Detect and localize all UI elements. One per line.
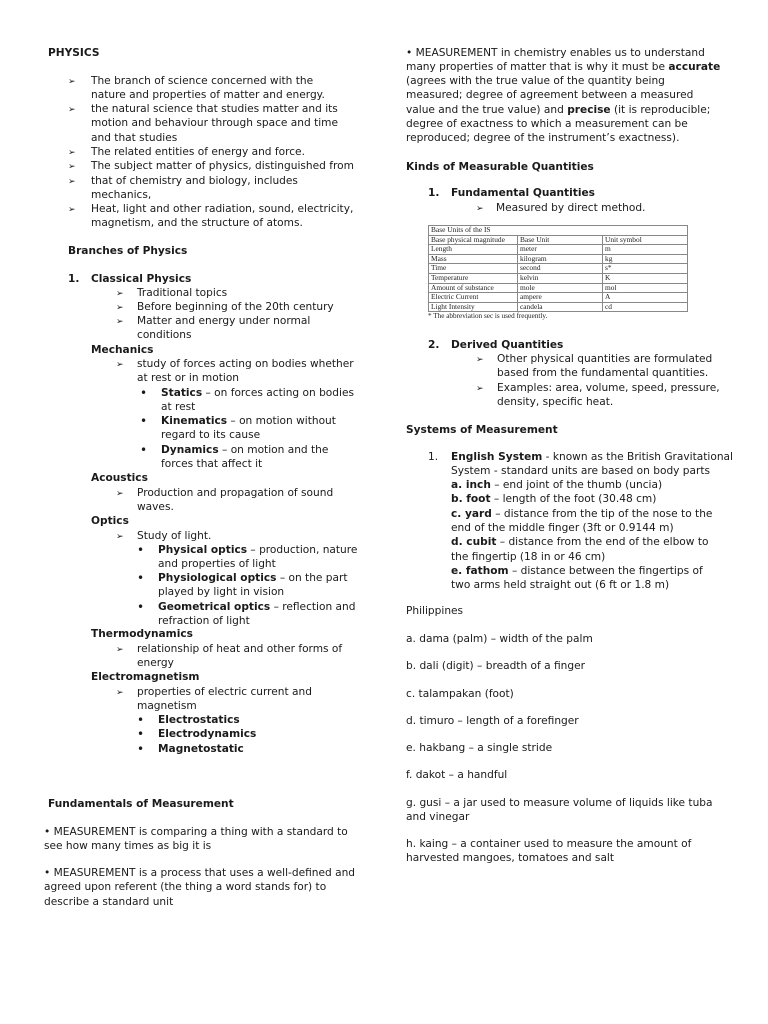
fundamentals-heading: Fundamentals of Measurement bbox=[48, 798, 234, 810]
term: d. cubit bbox=[451, 536, 497, 549]
term: Physiological optics bbox=[158, 572, 277, 584]
classical-number: 1. bbox=[68, 273, 80, 285]
definition-line: Heat, light and other radiation, sound, electricity, bbox=[91, 203, 354, 215]
mechanics-sub-line bbox=[161, 414, 336, 428]
philippines-item: harvested mangoes, tomatoes and salt bbox=[406, 852, 615, 865]
definition-line: that of chemistry and biology, includes bbox=[91, 175, 298, 187]
table-cell: kg bbox=[603, 254, 688, 264]
bullet-dot-icon: • bbox=[137, 742, 145, 756]
intro-line: • MEASUREMENT in chemistry enables us to understand bbox=[406, 47, 705, 59]
term: b. foot bbox=[451, 493, 491, 506]
table-header-cell: Unit symbol bbox=[603, 235, 688, 245]
classical-point-line: Traditional topics bbox=[137, 287, 228, 299]
table-row bbox=[429, 273, 688, 283]
english-unit-line bbox=[451, 535, 708, 549]
intro-line: measured; degree of agreement between a measured bbox=[406, 89, 694, 101]
arrow-bullet-icon: ➢ bbox=[116, 317, 124, 327]
bullet-dot-icon: • bbox=[137, 543, 145, 557]
table-cell: candela bbox=[518, 302, 603, 312]
philippines-item: d. timuro – length of a forefinger bbox=[406, 715, 579, 727]
definition-line: The related entities of energy and force. bbox=[91, 146, 305, 158]
philippines-item: b. dali (digit) – breadth of a finger bbox=[406, 660, 585, 672]
term-description: – distance between the fingertips of bbox=[508, 564, 703, 577]
table-row bbox=[429, 293, 688, 303]
page-title: PHYSICS bbox=[48, 47, 100, 59]
table-cell: kilogram bbox=[518, 254, 603, 264]
term-description: – distance from the tip of the nose to the bbox=[491, 507, 713, 520]
english-unit-line bbox=[451, 564, 703, 578]
bullet-dot-icon: • bbox=[140, 414, 148, 428]
term-description: – end joint of the thumb (uncia) bbox=[490, 479, 663, 491]
acoustics-desc-line: waves. bbox=[137, 501, 174, 514]
mechanics-sub-line bbox=[161, 386, 354, 400]
definition-line: the natural science that studies matter and its bbox=[91, 103, 338, 115]
table-cell: meter bbox=[518, 245, 603, 255]
derived-number: 2. bbox=[428, 339, 440, 351]
arrow-bullet-icon: ➢ bbox=[116, 532, 124, 542]
table-cell: mole bbox=[518, 283, 603, 293]
arrow-bullet-icon: ➢ bbox=[68, 105, 76, 115]
term-description: – reflection and bbox=[270, 601, 356, 613]
intro-text: many properties of matter that is why it must be bbox=[406, 61, 669, 73]
intro-line bbox=[406, 103, 710, 117]
mechanics-sub-line: forces that affect it bbox=[161, 458, 263, 471]
term: Physical optics bbox=[158, 544, 248, 556]
table-cell: K bbox=[603, 273, 688, 283]
term-description: – on motion and the bbox=[218, 444, 329, 456]
table-cell: cd bbox=[603, 302, 688, 312]
table-row bbox=[429, 302, 688, 312]
term-description: – length of the foot (30.48 cm) bbox=[490, 493, 657, 506]
bullet-dot-icon: • bbox=[137, 571, 145, 585]
definition-line: motion and behaviour through space and time bbox=[91, 117, 339, 130]
philippines-item: e. hakbang – a single stride bbox=[406, 742, 553, 754]
table-cell: Mass bbox=[429, 254, 518, 264]
optics-sub-line: played by light in vision bbox=[158, 586, 285, 599]
fundamental-quantities-label: Fundamental Quantities bbox=[451, 187, 595, 199]
term: Statics bbox=[161, 387, 203, 399]
english-system-line: System - standard units are based on body parts bbox=[451, 465, 711, 477]
bullet-dot-icon: • bbox=[140, 443, 148, 457]
intro-line: degree of exactness to which a measurement can be bbox=[406, 118, 688, 130]
fundamentals-line: see how many times as big it is bbox=[44, 840, 212, 853]
arrow-bullet-icon: ➢ bbox=[116, 289, 124, 299]
base-units-table bbox=[428, 225, 688, 312]
mechanics-sub-line bbox=[161, 443, 328, 457]
table-cell: second bbox=[518, 264, 603, 274]
intro-text: (it is reproducible; bbox=[610, 104, 711, 116]
english-unit-line bbox=[451, 507, 712, 521]
term: Kinematics bbox=[161, 415, 228, 427]
derived-quantities-label: Derived Quantities bbox=[451, 339, 564, 351]
intro-line bbox=[406, 60, 720, 74]
table-cell: A bbox=[603, 293, 688, 303]
thermodynamics-label: Thermodynamics bbox=[91, 628, 193, 640]
philippines-item: h. kaing – a container used to measure the amount of bbox=[406, 838, 692, 850]
classical-point-line: Matter and energy under normal bbox=[137, 315, 311, 327]
table-caption-row bbox=[429, 226, 688, 236]
accurate-term: accurate bbox=[668, 61, 721, 73]
fundamentals-line: • MEASUREMENT is a process that uses a well-defined and bbox=[44, 867, 356, 879]
english-unit-line: the fingertip (18 in or 46 cm) bbox=[451, 550, 606, 563]
term-description: – on the part bbox=[276, 572, 348, 584]
english-unit-line bbox=[451, 478, 662, 492]
derived-point-line: based from the fundamental quantities. bbox=[497, 367, 709, 380]
definition-line: and that studies bbox=[91, 131, 178, 144]
fundamentals-line: • MEASUREMENT is comparing a thing with a standard to bbox=[44, 826, 348, 838]
classical-point-line: Before beginning of the 20th century bbox=[137, 301, 334, 313]
mechanics-sub-line: at rest bbox=[161, 401, 196, 414]
mechanics-desc-line: at rest or in motion bbox=[137, 372, 240, 385]
philippines-item: and vinegar bbox=[406, 811, 470, 824]
intro-line: reproduced; degree of the instrument’s exactness). bbox=[406, 132, 680, 144]
em-desc-line: properties of electric current and bbox=[137, 686, 312, 698]
mechanics-sub-line: regard to its cause bbox=[161, 429, 261, 442]
acoustics-label: Acoustics bbox=[91, 472, 148, 484]
term-description: – on forces acting on bodies bbox=[202, 387, 354, 399]
classical-physics-label: Classical Physics bbox=[91, 273, 192, 285]
table-row bbox=[429, 254, 688, 264]
english-number: 1. bbox=[428, 451, 439, 463]
arrow-bullet-icon: ➢ bbox=[116, 688, 124, 698]
arrow-bullet-icon: ➢ bbox=[68, 177, 76, 187]
precise-term: precise bbox=[567, 104, 611, 116]
table-cell: m bbox=[603, 245, 688, 255]
classical-point-line: conditions bbox=[137, 329, 192, 342]
english-unit-line: end of the middle finger (3ft or 0.9144 m) bbox=[451, 521, 674, 534]
definition-line: nature and properties of matter and energy. bbox=[91, 89, 325, 102]
table-cell: Length bbox=[429, 245, 518, 255]
bullet-dot-icon: • bbox=[137, 600, 145, 614]
philippines-item: a. dama (palm) – width of the palm bbox=[406, 633, 593, 645]
em-sub-item: Electrostatics bbox=[158, 714, 240, 726]
term: a. inch bbox=[451, 479, 491, 491]
philippines-item: c. talampakan (foot) bbox=[406, 688, 514, 700]
table-header-cell: Base physical magnitude bbox=[429, 235, 518, 245]
mechanics-label: Mechanics bbox=[91, 344, 154, 356]
arrow-bullet-icon: ➢ bbox=[68, 205, 76, 215]
acoustics-desc-line: Production and propagation of sound bbox=[137, 487, 334, 499]
bullet-dot-icon: • bbox=[137, 713, 145, 727]
electromagnetism-label: Electromagnetism bbox=[91, 671, 200, 683]
table-cell: ampere bbox=[518, 293, 603, 303]
english-system-line bbox=[451, 450, 733, 464]
branches-heading: Branches of Physics bbox=[68, 245, 188, 257]
table-footnote: * The abbreviation sec is used frequently. bbox=[428, 312, 548, 321]
base-units-table-wrap bbox=[428, 225, 688, 320]
table-caption: Base Units of the IS bbox=[429, 226, 688, 236]
table-cell: Temperature bbox=[429, 273, 518, 283]
arrow-bullet-icon: ➢ bbox=[116, 303, 124, 313]
optics-sub-line bbox=[158, 543, 357, 557]
arrow-bullet-icon: ➢ bbox=[68, 162, 76, 172]
term-description: – distance from the end of the elbow to bbox=[496, 536, 709, 549]
em-desc-line: magnetism bbox=[137, 700, 197, 713]
fundamental-number: 1. bbox=[428, 187, 440, 199]
table-cell: kelvin bbox=[518, 273, 603, 283]
philippines-heading: Philippines bbox=[406, 605, 464, 617]
optics-sub-line bbox=[158, 571, 348, 585]
table-cell: Time bbox=[429, 264, 518, 274]
fundamentals-line: agreed upon referent (the thing a word stands for) to bbox=[44, 881, 327, 894]
bullet-dot-icon: • bbox=[140, 386, 148, 400]
em-sub-item: Electrodynamics bbox=[158, 728, 257, 740]
systems-heading: Systems of Measurement bbox=[406, 424, 558, 436]
table-cell: s* bbox=[603, 264, 688, 274]
arrow-bullet-icon: ➢ bbox=[476, 384, 484, 394]
em-sub-item: Magnetostatic bbox=[158, 743, 244, 755]
arrow-bullet-icon: ➢ bbox=[116, 360, 124, 370]
derived-point-line: density, specific heat. bbox=[497, 396, 614, 409]
term: Geometrical optics bbox=[158, 601, 271, 613]
definition-line: The subject matter of physics, distinguished from bbox=[91, 160, 354, 172]
term: e. fathom bbox=[451, 564, 509, 577]
arrow-bullet-icon: ➢ bbox=[68, 77, 76, 87]
arrow-bullet-icon: ➢ bbox=[116, 645, 124, 655]
term: Dynamics bbox=[161, 444, 219, 456]
thermo-desc-line: relationship of heat and other forms of bbox=[137, 643, 343, 655]
english-system-text: - known as the British Gravitational bbox=[542, 451, 733, 463]
optics-sub-line: and properties of light bbox=[158, 558, 276, 571]
table-cell: Light Intensity bbox=[429, 302, 518, 312]
derived-point-line: Examples: area, volume, speed, pressure, bbox=[497, 382, 720, 394]
thermo-desc-line: energy bbox=[137, 657, 174, 670]
table-row bbox=[429, 245, 688, 255]
definition-line: The branch of science concerned with the bbox=[91, 75, 314, 87]
fundamental-point: Measured by direct method. bbox=[496, 202, 646, 214]
optics-sub-line: refraction of light bbox=[158, 615, 250, 628]
derived-point-line: Other physical quantities are formulated bbox=[497, 353, 713, 365]
english-unit-line bbox=[451, 492, 656, 506]
arrow-bullet-icon: ➢ bbox=[116, 489, 124, 499]
philippines-item: g. gusi – a jar used to measure volume of liquids like tuba bbox=[406, 797, 713, 809]
term-description: – production, nature bbox=[247, 544, 358, 556]
table-header-cell: Base Unit bbox=[518, 235, 603, 245]
intro-line: (agrees with the true value of the quantity being bbox=[406, 75, 665, 87]
definition-line: magnetism, and the structure of atoms. bbox=[91, 217, 303, 230]
optics-label: Optics bbox=[91, 515, 129, 527]
optics-desc-line: Study of light. bbox=[137, 530, 212, 542]
arrow-bullet-icon: ➢ bbox=[476, 204, 484, 214]
intro-text: value and the true value) and bbox=[406, 104, 568, 116]
english-unit-line: two arms held straight out (6 ft or 1.8 m) bbox=[451, 579, 670, 592]
term-description: – on motion without bbox=[227, 415, 336, 427]
optics-sub-line bbox=[158, 600, 355, 614]
term: c. yard bbox=[451, 507, 492, 520]
table-cell: mol bbox=[603, 283, 688, 293]
kinds-heading: Kinds of Measurable Quantities bbox=[406, 161, 594, 173]
arrow-bullet-icon: ➢ bbox=[476, 355, 484, 365]
philippines-item: f. dakot – a handful bbox=[406, 769, 508, 781]
definition-line: mechanics, bbox=[91, 189, 152, 202]
table-body bbox=[429, 245, 688, 312]
english-system-term: English System bbox=[451, 451, 543, 463]
table-cell: Amount of substance bbox=[429, 283, 518, 293]
mechanics-desc-line: study of forces acting on bodies whether bbox=[137, 358, 354, 370]
arrow-bullet-icon: ➢ bbox=[68, 148, 76, 158]
table-header-row bbox=[429, 235, 688, 245]
fundamentals-line: describe a standard unit bbox=[44, 895, 174, 908]
bullet-dot-icon: • bbox=[137, 727, 145, 741]
table-cell: Electric Current bbox=[429, 293, 518, 303]
